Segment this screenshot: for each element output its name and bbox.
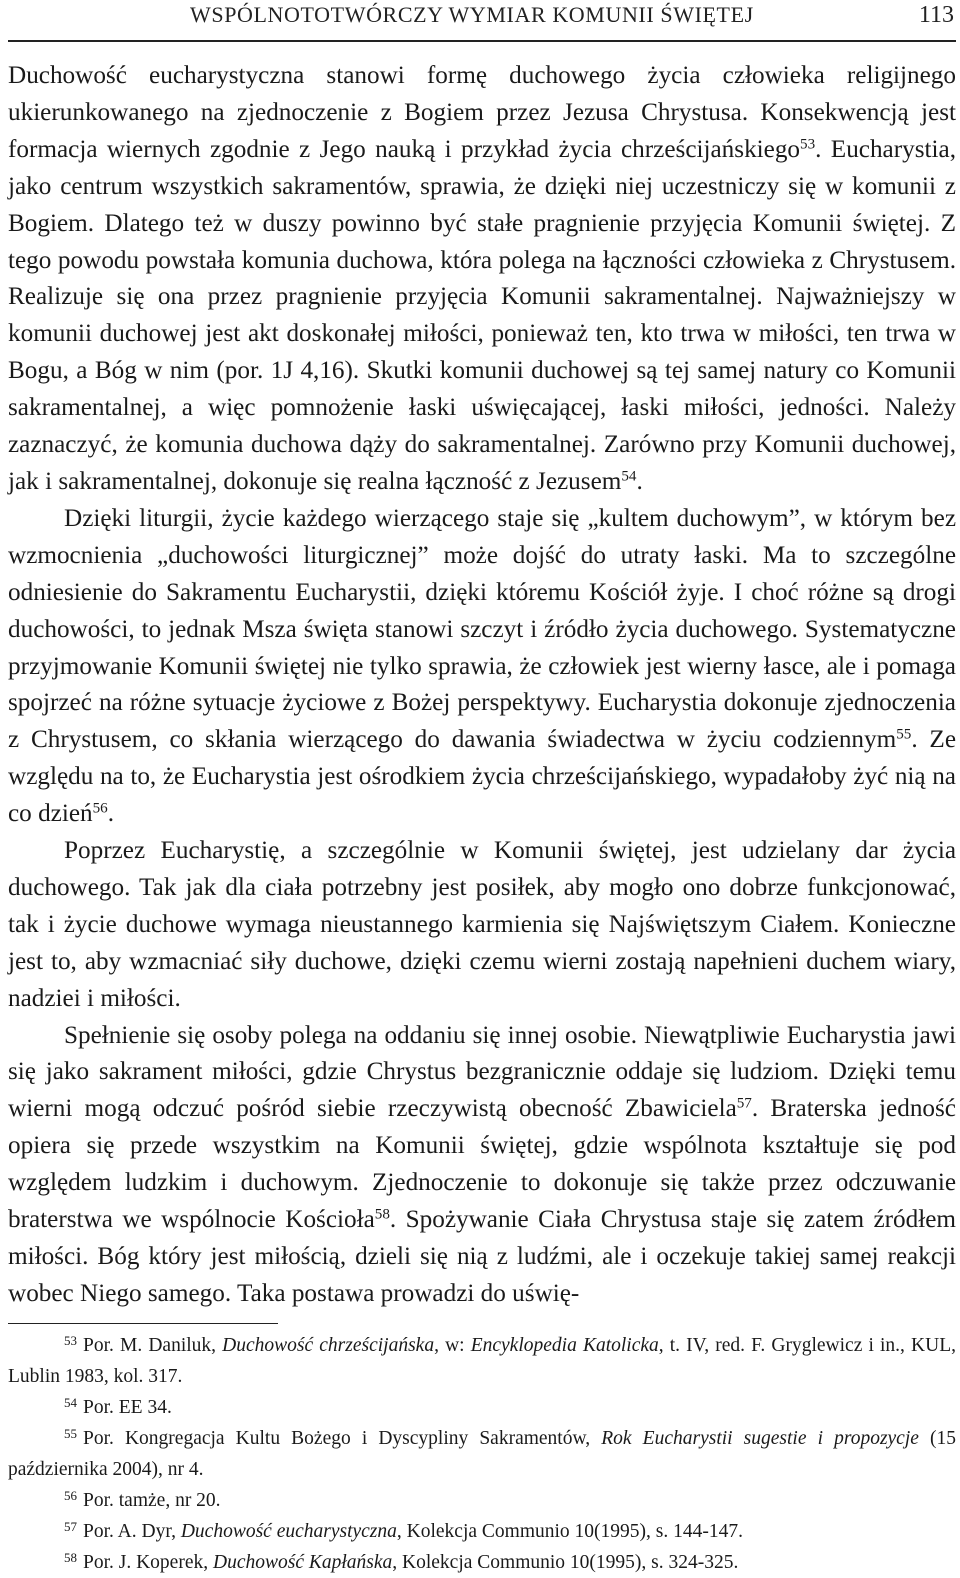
page-number: 113 xyxy=(918,2,954,28)
footnote-57: $^{57}$ Por. A. Dyr, Duchowość eucharystyczna, Kolekcja Communio 10(1995), s. 144-147. xyxy=(64,1519,743,1542)
page-header xyxy=(8,0,956,42)
running-title: WSPÓLNOTOTWÓRCZY WYMIAR KOMUNII ŚWIĘTEJ xyxy=(190,2,754,27)
footnote-58: $^{58}$ Por. J. Koperek, Duchowość Kapłańska, Kolekcja Communio 10(1995), s. 324-325. xyxy=(64,1550,739,1573)
footnote-ref-55[interactable]: 55 xyxy=(896,727,912,743)
footnote-56: $^{56}$ Por. tamże, nr 20. xyxy=(64,1488,221,1511)
footnote-54: $^{54}$ Por. EE 34. xyxy=(64,1395,172,1418)
footnote-53: $^{53}$ Por. M. Daniluk, Duchowość chrześcijańska, w: Encyklopedia Katolicka, t. IV, red. F. Gryglewicz i in., KUL, Lublin 1983, kol. 317. xyxy=(8,1333,956,1387)
paragraph-3: Poprzez Eucharystię, a szczególnie w Komunii świętej, jest udzielany dar życia duchowego. Tak jak dla ciała potrzebny jest posiłek, aby mogło ono dobrze funkcjonować, tak i życie duchowe wymaga nieustannego karmienia się Najświętszym Ciałem. Konieczne jest to, aby wzmacniać siły duchowe, dzięki czemu wierni zostają napełnieni duchem wiary, nadziei i miłości. xyxy=(8,837,956,1012)
paragraph-1: Duchowość eucharystyczna stanowi formę duchowego życia człowieka religijnego ukierunkowanego na zjednoczenie z Bogiem przez Jezusa Chrystusa. Konsekwencją jest formacja wiernych zgodnie z Jego nauką i przykład życia chrześcijańskiego$^{53}$. Eucharystia, jako centrum wszystkich sakramentów, sprawia, że dzięki niej uczestniczy się w komunii z Bogiem. Dlatego też w duszy powinno być stałe pragnienie przyjęcia Komunii świętej. Z tego powodu powstała komunia duchowa, która polega na łączności człowieka z Chrystusem. Realizuje się ona przez pragnienie przyjęcia Komunii sakramentalnej. Najważniejszy w komunii duchowej jest akt doskonałej miłości, ponieważ ten, kto trwa w miłości, ten trwa w Bogu, a Bóg w nim (por. 1J 4,16). Skutki komunii duchowej są tej samej natury co Komunii sakramentalnej, a więc pomnożenie łaski uświęcającej, łaski miłości, jedności. Należy zaznaczyć, że komunia duchowa dąży do sakramentalnej. Zarówno przy Komunii duchowej, jak i sakramentalnej, dokonuje się realna łączność z Jezusem$^{54}$. xyxy=(8,62,956,495)
footnote-separator xyxy=(8,1323,278,1324)
footnote-ref-56[interactable]: 56 xyxy=(92,800,108,817)
main-text xyxy=(8,58,956,1313)
footnote-55: $^{55}$ Por. Kongregacja Kultu Bożego i Dyscypliny Sakramentów, Rok Eucharystii sugestie i propozycje (15 października 2004), nr 4. xyxy=(8,1426,957,1480)
paragraph-4: Spełnienie się osoby polega na oddaniu się innej osobie. Niewątpliwie Eucharystia jawi się jako sakrament miłości, gdzie Chrystus bezgranicznie oddaje się ludziom. Dzięki temu wierni mogą odczuć pośród siebie rzeczywistą obecność Zbawiciela$^{57}$. Braterska jedność opiera się przede wszystkim na Komunii świętej, gdzie wspólnota kształtuje się pod względem ludzkim i duchowym. Zjednoczenie to dokonuje się także przez odczuwanie braterstwa we wspólnocie Kościoła$^{58}$. Spożywanie Ciała Chrystusa staje się zatem źródłem miłości. Bóg który jest miłością, dzieli się nią z ludźmi, ale i oczekuje takiej samej reakcji wobec Niego samego. Taka postawa prowadzi do uświę- xyxy=(8,1021,956,1307)
footnote-ref-53[interactable]: 53 xyxy=(800,136,816,153)
footnotes xyxy=(8,1330,956,1578)
footnote-ref-57[interactable]: 57 xyxy=(736,1096,752,1113)
paragraph-2: Dzięki liturgii, życie każdego wierzącego staje się „kultem duchowym”, w którym bez wzmocnienia „duchowości liturgicznej” może dojść do utraty łaski. Ma to szczególne odniesienie do Sakramentu Eucharystii, dzięki któremu Kościół żyje. I choć różne są drogi duchowości, to jednak Msza święta stanowi szczyt i źródło życia duchowego. Systematyczne przyjmowanie Komunii świętej nie tylko sprawia, że człowiek jest wierny łasce, ale i pomaga spojrzeć na różne sytuacje życiowe z Bożej perspektywy. Eucharystia dokonuje zjednoczenia z Chrystusem, co skłania wierzącego do dawania świadectwa w życiu codziennym$^{55}$. Ze względu na to, że Eucharystia jest ośrodkiem życia chrześcijańskiego, wypadałoby żyć nią na co dzień$^{56}$. xyxy=(8,504,956,828)
footnote-ref-58[interactable]: 58 xyxy=(374,1206,390,1223)
footnote-ref-54[interactable]: 54 xyxy=(621,468,637,485)
